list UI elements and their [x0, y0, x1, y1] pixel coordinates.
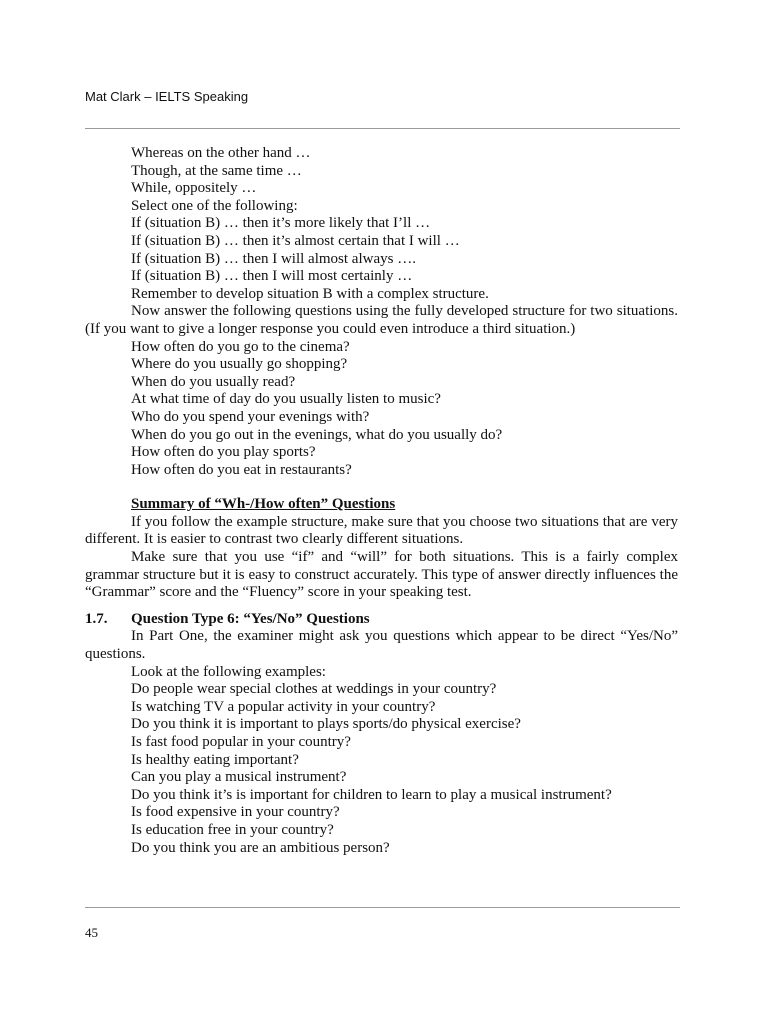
paragraph: If you follow the example structure, make sure that you choose two situations that are very different. It is easier to contrast two clearly different situations. — [85, 513, 678, 548]
question-line: Is watching TV a popular activity in your country? — [131, 698, 436, 715]
question-line: How often do you go to the cinema? — [131, 338, 350, 355]
section-heading — [85, 611, 678, 629]
summary-heading: Summary of “Wh-/How often” Questions — [131, 496, 396, 513]
text-line: Whereas on the other hand … — [131, 145, 311, 161]
section-title: Question Type 6: “Yes/No” Questions — [131, 610, 370, 627]
paragraph: Now answer the following questions using the fully developed structure for two situations. (If you want to give a longer response you could even introduce a third situation.) — [85, 303, 678, 337]
text-line: Though, at the same time … — [131, 162, 302, 179]
header-divider — [85, 128, 680, 129]
question-line: Who do you spend your evenings with? — [131, 408, 370, 425]
page-body — [85, 145, 678, 857]
question-line: Where do you usually go shopping? — [131, 356, 348, 373]
question-line: When do you usually read? — [131, 373, 296, 390]
text-line: Look at the following examples: — [131, 663, 326, 680]
text-line: Select one of the following: — [131, 197, 298, 214]
page-number: 45 — [85, 925, 98, 940]
question-line: Is education free in your country? — [131, 821, 334, 838]
paragraph: In Part One, the examiner might ask you questions which appear to be direct “Yes/No” questions. — [85, 628, 678, 663]
question-line: Can you play a musical instrument? — [131, 769, 347, 786]
paragraph: Make sure that you use “if” and “will” for both situations. This is a fairly complex grammar structure but it is easy to construct accurately. This type of answer directly influences the “Grammar” score and the “Fluency” score in your speaking test. — [85, 549, 678, 601]
text-line: If (situation B) … then it’s almost certain that I will … — [131, 232, 460, 249]
text-line: If (situation B) … then I will most certainly … — [131, 268, 413, 285]
question-line: Is healthy eating important? — [131, 751, 299, 768]
question-line: Do you think it is important to plays sports/do physical exercise? — [131, 716, 521, 733]
question-line: How often do you eat in restaurants? — [131, 461, 352, 478]
section-number: 1.7. — [85, 610, 108, 627]
question-line: Do you think it’s is important for children to learn to play a musical instrument? — [131, 786, 612, 803]
footer-divider — [85, 907, 680, 908]
text-line: While, oppositely … — [131, 180, 257, 197]
question-line: When do you go out in the evenings, what do you usually do? — [131, 426, 503, 443]
text-line: If (situation B) … then it’s more likely that I’ll … — [131, 215, 431, 232]
running-header: Mat Clark – IELTS Speaking — [85, 89, 249, 104]
question-line: At what time of day do you usually listen to music? — [131, 391, 441, 408]
question-line: Do people wear special clothes at weddings in your country? — [131, 681, 497, 698]
question-line: Do you think you are an ambitious person? — [131, 839, 390, 856]
question-line: Is food expensive in your country? — [131, 804, 340, 821]
question-line: Is fast food popular in your country? — [131, 734, 351, 750]
question-line: How often do you play sports? — [131, 444, 316, 461]
text-line: Remember to develop situation B with a complex structure. — [131, 285, 489, 302]
text-line: If (situation B) … then I will almost always …. — [131, 250, 416, 267]
